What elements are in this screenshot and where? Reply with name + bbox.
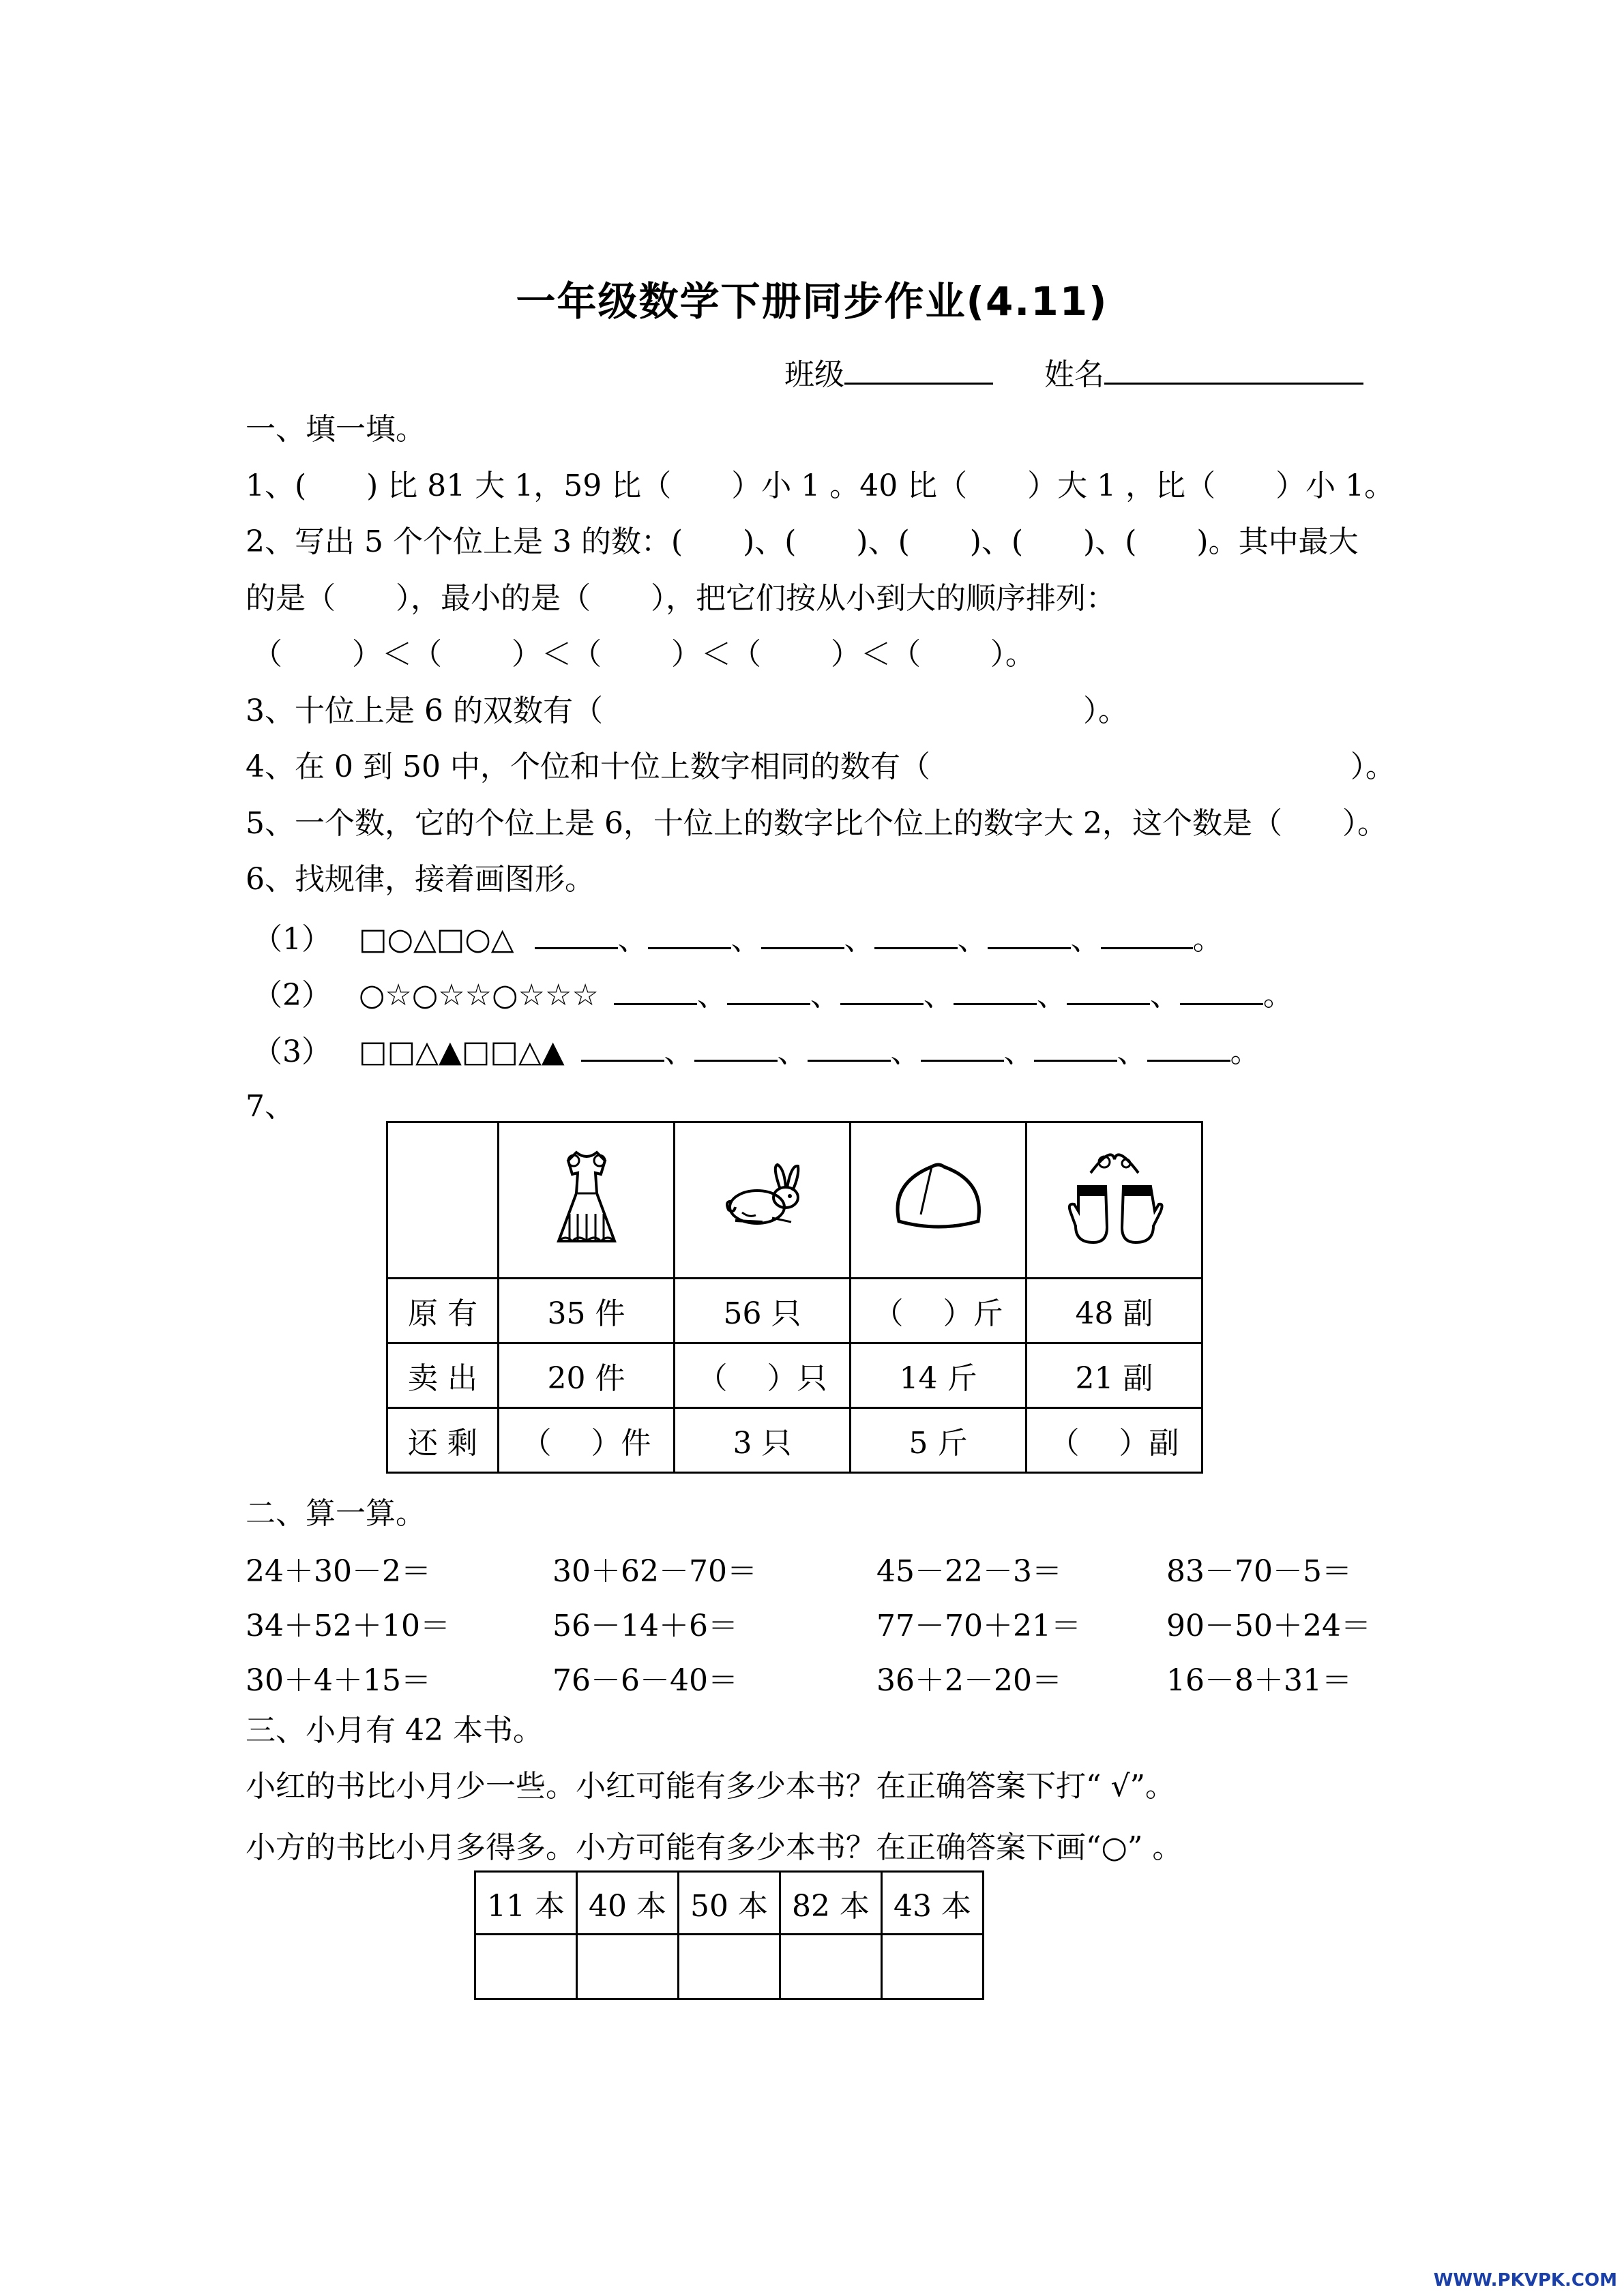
calc-item: 16－8＋31＝ (1166, 1663, 1352, 1698)
pattern-shapes: □□△▲□□△▲ (359, 1034, 565, 1069)
cell: 35 件 (499, 1279, 675, 1343)
pattern-row-3: （3） □□△▲□□△▲ 、 、 、 、 、 。 (252, 1028, 1260, 1073)
question-2b: 的是（ ），最小的是（ ），把它们按从小到大的顺序排列： (246, 581, 1116, 616)
cell: 21 副 (1027, 1343, 1202, 1408)
option-label: 40 本 (577, 1872, 679, 1935)
class-name-fields (784, 351, 1363, 396)
answer-blank[interactable] (727, 972, 810, 1005)
option-label: 50 本 (679, 1872, 780, 1935)
pattern-label: （1） (252, 922, 331, 957)
calc-item: 36＋2－20＝ (876, 1663, 1062, 1698)
answer-blank[interactable] (874, 916, 958, 949)
calc-item: 77－70＋21＝ (876, 1609, 1081, 1643)
book-options-table (474, 1870, 984, 2000)
option-label: 11 本 (475, 1872, 577, 1935)
pattern-shapes: ○☆○☆☆○☆☆☆ (359, 978, 599, 1013)
section-3-line-2: 小方的书比小月多得多。小方可能有多少本书？在正确答案下画“○” 。 (246, 1830, 1183, 1865)
calc-item: 30＋4＋15＝ (246, 1663, 431, 1698)
answer-cell[interactable] (882, 1935, 984, 1999)
empty-corner-cell (387, 1122, 499, 1279)
row-header-sold: 卖 出 (387, 1343, 499, 1408)
rabbit-icon (675, 1122, 851, 1279)
answer-blank[interactable] (840, 972, 924, 1005)
option-label: 82 本 (780, 1872, 882, 1935)
calc-item: 45－22－3＝ (876, 1554, 1062, 1589)
pattern-label: （2） (252, 978, 331, 1013)
question-5: 5、一个数，它的个位上是 6，十位上的数字比个位上的数字大 2，这个数是（ ）。 (246, 806, 1387, 841)
cell: 14 斤 (851, 1343, 1027, 1408)
name-label: 姓名 (1044, 357, 1104, 392)
question-6: 6、找规律，接着画图形。 (246, 862, 595, 897)
answer-blank[interactable] (954, 972, 1037, 1005)
question-1: 1、( ) 比 81 大 1，59 比（ ）小 1 。40 比（ ）大 1 ，比（ ）小 1。 (246, 468, 1395, 503)
question-2c: （ ）＜（ ）＜（ ）＜（ ）＜（ ）。 (252, 637, 1035, 672)
answer-blank[interactable] (1147, 1028, 1230, 1062)
watermark: WWW.PKVPK.COM (1433, 2270, 1617, 2291)
cell: 5 斤 (851, 1408, 1027, 1473)
question-2a: 2、写出 5 个个位上是 3 的数：( )、( )、( )、( )、( )。其中最大 (246, 524, 1359, 559)
cell: 3 只 (675, 1408, 851, 1473)
calc-item: 90－50＋24＝ (1166, 1609, 1371, 1643)
cell: 48 副 (1027, 1279, 1202, 1343)
cell-blank[interactable]: （ ）副 (1027, 1408, 1202, 1473)
class-blank[interactable] (844, 351, 993, 385)
answer-cell[interactable] (780, 1935, 882, 1999)
page-title: 一年级数学下册同步作业(4.11) (516, 278, 1108, 325)
calc-item: 76－6－40＝ (552, 1663, 738, 1698)
answer-blank[interactable] (1067, 972, 1150, 1005)
pattern-row-2: （2） ○☆○☆☆○☆☆☆ 、 、 、 、 、 。 (252, 972, 1293, 1016)
cell-blank[interactable]: （ ）只 (675, 1343, 851, 1408)
question-7: 7、 (246, 1089, 295, 1124)
answer-cell[interactable] (577, 1935, 679, 1999)
name-blank[interactable] (1104, 351, 1363, 385)
pattern-shapes: □○△□○△ (359, 922, 514, 957)
answer-blank[interactable] (1180, 972, 1263, 1005)
calc-item: 34＋52＋10＝ (246, 1609, 450, 1643)
calc-item: 30＋62－70＝ (552, 1554, 757, 1589)
cell: 56 只 (675, 1279, 851, 1343)
answer-blank[interactable] (614, 972, 697, 1005)
answer-blank[interactable] (694, 1028, 778, 1062)
mittens-icon (1027, 1122, 1202, 1279)
answer-blank[interactable] (535, 916, 618, 949)
section-3-line-1: 小红的书比小月少一些。小红可能有多少本书？在正确答案下打“ √”。 (246, 1769, 1176, 1804)
answer-blank[interactable] (761, 916, 844, 949)
goods-table (386, 1121, 1203, 1474)
answer-blank[interactable] (921, 1028, 1004, 1062)
section-3-heading: 三、小月有 42 本书。 (246, 1713, 543, 1748)
question-4: 4、在 0 到 50 中，个位和十位上数字相同的数有（ ）。 (246, 749, 1396, 784)
calc-item: 24＋30－2＝ (246, 1554, 431, 1589)
answer-cell[interactable] (679, 1935, 780, 1999)
cell-blank[interactable]: （ ）件 (499, 1408, 675, 1473)
answer-blank[interactable] (988, 916, 1071, 949)
calc-item: 56－14＋6＝ (552, 1609, 738, 1643)
calc-item: 83－70－5＝ (1166, 1554, 1352, 1589)
cell-blank[interactable]: （ ）斤 (851, 1279, 1027, 1343)
section-1-heading: 一、填一填。 (246, 412, 426, 447)
answer-blank[interactable] (648, 916, 731, 949)
answer-blank[interactable] (1101, 916, 1193, 949)
row-header-remaining: 还 剩 (387, 1408, 499, 1473)
dress-icon (499, 1122, 675, 1279)
row-header-original: 原 有 (387, 1279, 499, 1343)
answer-blank[interactable] (581, 1028, 664, 1062)
question-3: 3、十位上是 6 的双数有（ ）。 (246, 694, 1128, 728)
pattern-row-1: （1） □○△□○△ 、 、 、 、 、 。 (252, 916, 1223, 960)
cell: 20 件 (499, 1343, 675, 1408)
section-2-heading: 二、算一算。 (246, 1496, 426, 1531)
answer-cell[interactable] (475, 1935, 577, 1999)
class-label: 班级 (784, 357, 844, 392)
answer-blank[interactable] (808, 1028, 891, 1062)
pattern-label: （3） (252, 1034, 331, 1069)
answer-blank[interactable] (1034, 1028, 1117, 1062)
bun-icon (851, 1122, 1027, 1279)
option-label: 43 本 (882, 1872, 984, 1935)
